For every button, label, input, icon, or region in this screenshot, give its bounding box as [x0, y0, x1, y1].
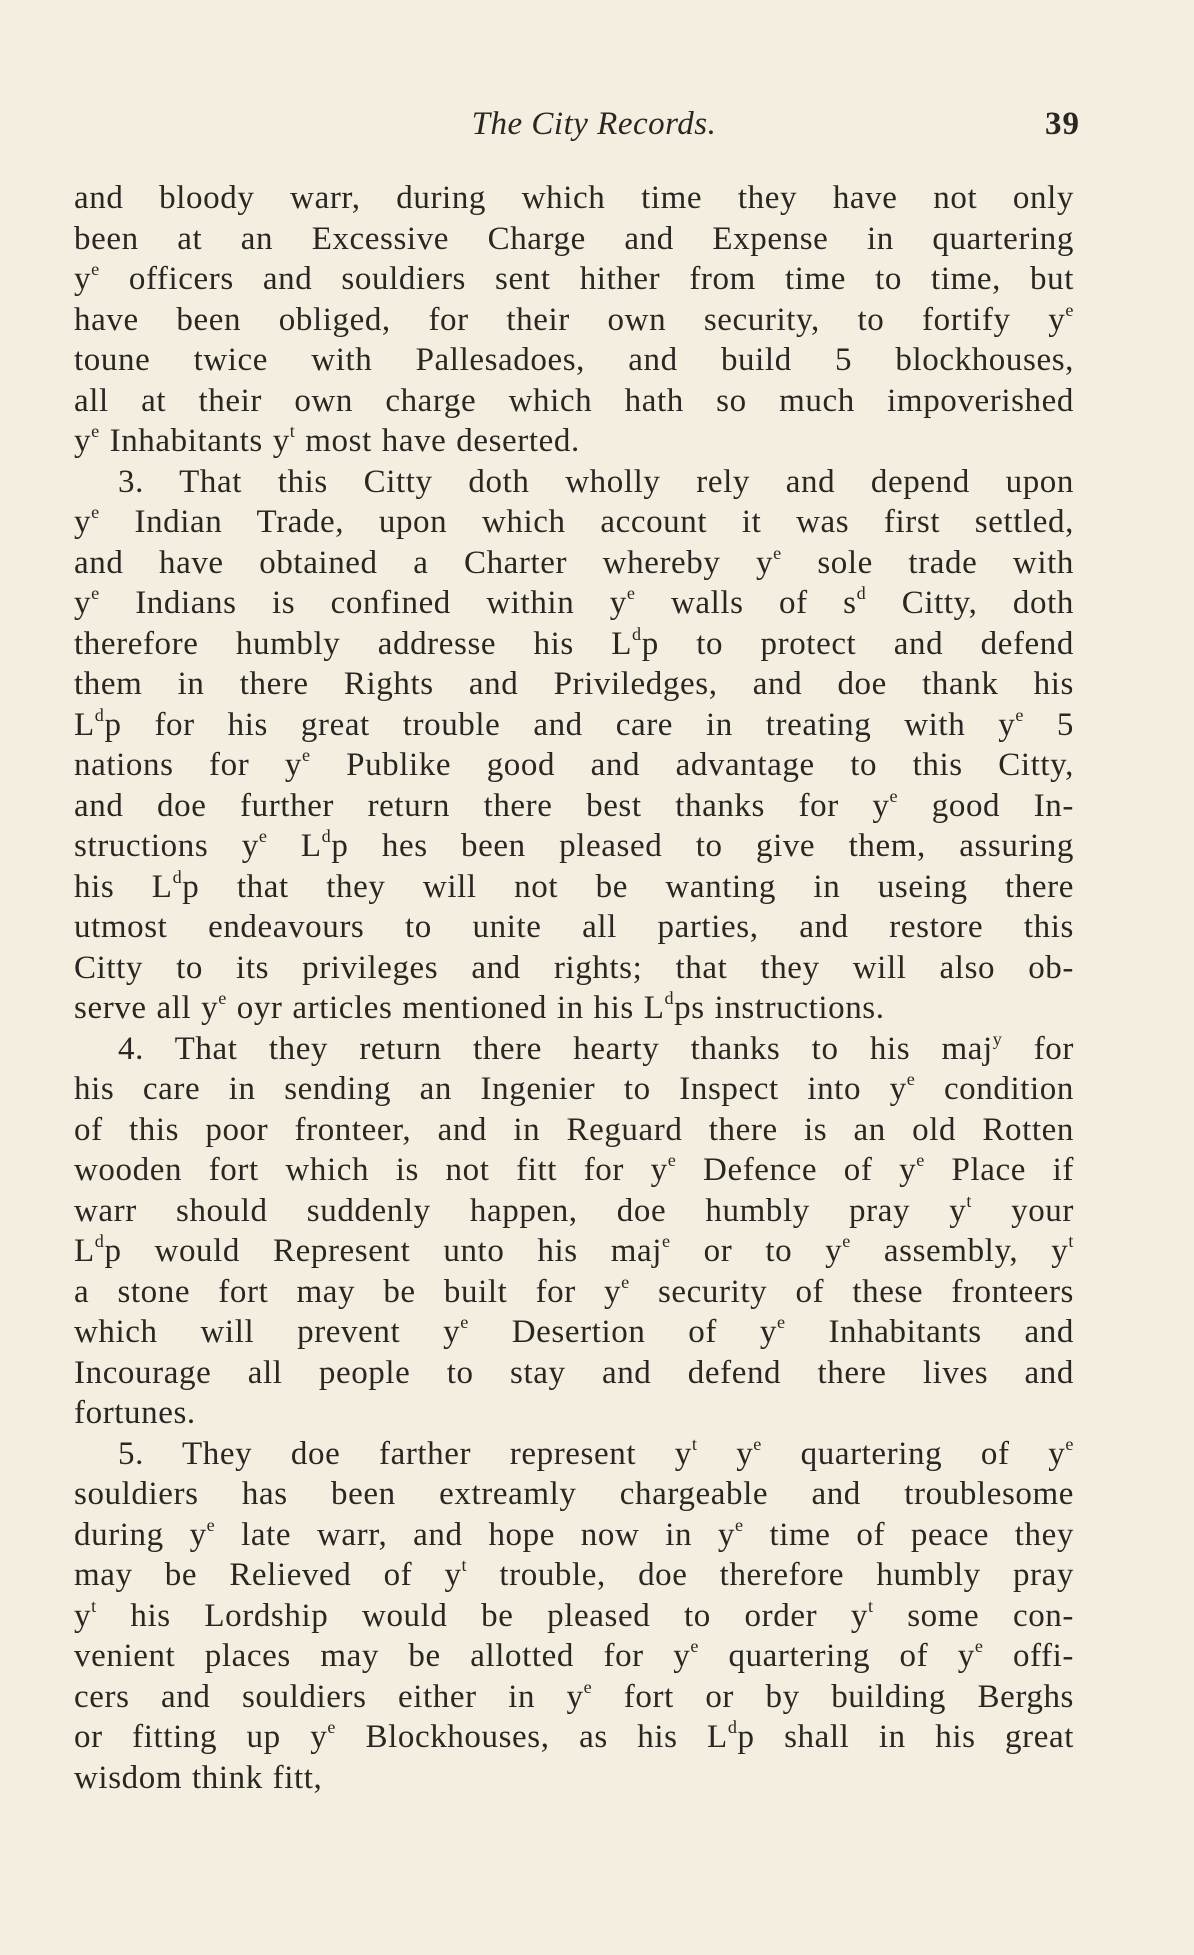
text-line: $y^e$ Inhabitants $y^t$ most have deserted.: [74, 421, 580, 459]
superscript: t: [289, 421, 296, 442]
superscript: d: [632, 623, 642, 644]
superscript: e: [889, 785, 899, 806]
text-line: and doe further return there best thanks for $y^e$ good In-: [74, 785, 1074, 824]
superscript: t: [966, 1190, 972, 1211]
superscript: t: [867, 1595, 874, 1616]
superscript: e: [91, 583, 100, 604]
text-line: 5. They doe farther represent $y^t$ $y^e$ quartering of $y^e$: [118, 1433, 1074, 1472]
text-line: and bloody warr, during which time they have not only: [74, 180, 1074, 216]
superscript: e: [91, 259, 100, 280]
text-line: his $L^dp$ that they will not be wanting in useing there: [74, 866, 1074, 905]
superscript: t: [461, 1555, 468, 1576]
superscript: e: [753, 1433, 762, 1454]
text-line: $y^e$ officers and souldiers sent hither from time to time, but: [74, 259, 1074, 297]
superscript: e: [91, 421, 100, 442]
text-line: utmost endeavours to unite all parties, and restore this: [74, 909, 1074, 945]
superscript: e: [974, 1636, 984, 1657]
superscript: d: [856, 583, 867, 604]
superscript: e: [460, 1312, 469, 1333]
text-line: during $y^e$ late warr, and hope now in $y^e$ time of peace they: [74, 1514, 1074, 1553]
superscript: e: [776, 1312, 786, 1333]
text-line: venient places may be allotted for $y^e$ quartering of $y^e$ offi-: [74, 1636, 1074, 1674]
superscript: d: [321, 826, 332, 847]
superscript: e: [218, 988, 227, 1009]
superscript: e: [690, 1636, 699, 1657]
superscript: d: [94, 1231, 105, 1252]
superscript: e: [258, 826, 268, 847]
page-number: 39: [1045, 106, 1080, 142]
text-line: wooden fort which is not fitt for $y^e$ Defence of $y^e$ Place if: [74, 1150, 1074, 1188]
running-head: [74, 102, 1080, 146]
text-line: Citty to its privileges and rights; that they will also ob-: [74, 949, 1074, 986]
superscript: e: [583, 1676, 593, 1697]
superscript: e: [916, 1150, 925, 1171]
superscript: e: [327, 1717, 336, 1738]
text-line: a stone fort may be built for $y^e$ security of these fronteers: [74, 1271, 1074, 1310]
text-line: all at their own charge which hath so much impoverished: [74, 382, 1074, 419]
text-line: structions $y^e$ $L^dp$ hes been pleased to give them, assuring: [74, 826, 1075, 864]
text-line: $L^dp$ for his great trouble and care in treating with $y^e$ 5: [74, 704, 1075, 743]
superscript: e: [773, 542, 782, 563]
superscript: e: [206, 1514, 216, 1535]
text-line: 3. That this Citty doth wholly rely and depend upon: [118, 463, 1074, 500]
running-title: The City Records.: [471, 106, 717, 142]
text-line: have been obliged, for their own security, to fortify $y^e$: [74, 299, 1074, 338]
superscript: t: [1068, 1231, 1074, 1252]
text-line: $L^dp$ would Represent unto his maj$^e$ or to $y^e$ assembly, $y^t$: [74, 1231, 1074, 1269]
superscript: e: [1065, 299, 1074, 320]
superscript: e: [91, 502, 100, 523]
superscript: e: [301, 745, 311, 766]
superscript: e: [621, 1271, 630, 1292]
superscript: e: [735, 1514, 744, 1535]
text-line: $y^t$ his Lordship would be pleased to order $y^t$ some con-: [74, 1595, 1075, 1634]
text-line: them in there Rights and Priviledges, and doe thank his: [74, 666, 1074, 702]
text-line: toune twice with Pallesadoes, and build 5 blockhouses,: [74, 342, 1074, 378]
text-line: which will prevent $y^e$ Desertion of $y^e$ Inhabitants and: [74, 1312, 1074, 1350]
superscript: d: [727, 1717, 738, 1738]
text-line: or fitting up $y^e$ Blockhouses, as his $L^dp$ shall in his great: [74, 1717, 1074, 1755]
text-line: may be Relieved of $y^t$ trouble, doe therefore humbly pray: [74, 1555, 1074, 1593]
text-line: been at an Excessive Charge and Expense in quartering: [74, 220, 1074, 257]
text-line: of this poor fronteer, and in Reguard there is an old Rotten: [74, 1111, 1074, 1148]
text-line: wisdom think fitt,: [74, 1759, 323, 1796]
superscript: d: [94, 704, 105, 725]
text-line: cers and souldiers either in $y^e$ fort or by building Berghs: [74, 1676, 1074, 1715]
superscript: e: [626, 583, 636, 604]
book-page: [74, 102, 1080, 1798]
text-line: fortunes.: [74, 1395, 196, 1431]
superscript: e: [906, 1069, 916, 1090]
superscript: e: [1065, 1433, 1074, 1454]
superscript: e: [1015, 704, 1024, 725]
superscript: e: [842, 1231, 851, 1252]
superscript: d: [172, 866, 183, 887]
superscript: e: [662, 1231, 671, 1252]
superscript: y: [992, 1028, 1003, 1049]
text-line: Incourage all people to stay and defend there lives and: [74, 1354, 1074, 1391]
text-line: nations for $y^e$ Publike good and advantage to this Citty,: [74, 745, 1074, 783]
text-line: serve all $y^e$ oyr articles mentioned in his $L^dps$ instructions.: [74, 988, 885, 1026]
body-text: [74, 178, 1074, 1798]
text-line: his care in sending an Ingenier to Inspect into $y^e$ condition: [74, 1069, 1074, 1107]
superscript: t: [91, 1595, 97, 1616]
text-line: 4. That they return there hearty thanks to his maj$^y$ for: [118, 1028, 1074, 1067]
text-line: warr should suddenly happen, doe humbly pray $y^t$ your: [74, 1190, 1075, 1229]
text-line: souldiers has been extreamly chargeable and troublesome: [74, 1476, 1074, 1512]
superscript: t: [691, 1433, 698, 1454]
superscript: d: [664, 988, 675, 1009]
text-line: $y^e$ Indian Trade, upon which account it was first settled,: [74, 502, 1074, 540]
text-line: and have obtained a Charter whereby $y^e$ sole trade with: [74, 542, 1074, 581]
text-line: therefore humbly addresse his $L^dp$ to protect and defend: [74, 623, 1074, 662]
superscript: e: [667, 1150, 677, 1171]
text-line: $y^e$ Indians is confined within $y^e$ walls of $s^d$ Citty, doth: [74, 583, 1074, 621]
